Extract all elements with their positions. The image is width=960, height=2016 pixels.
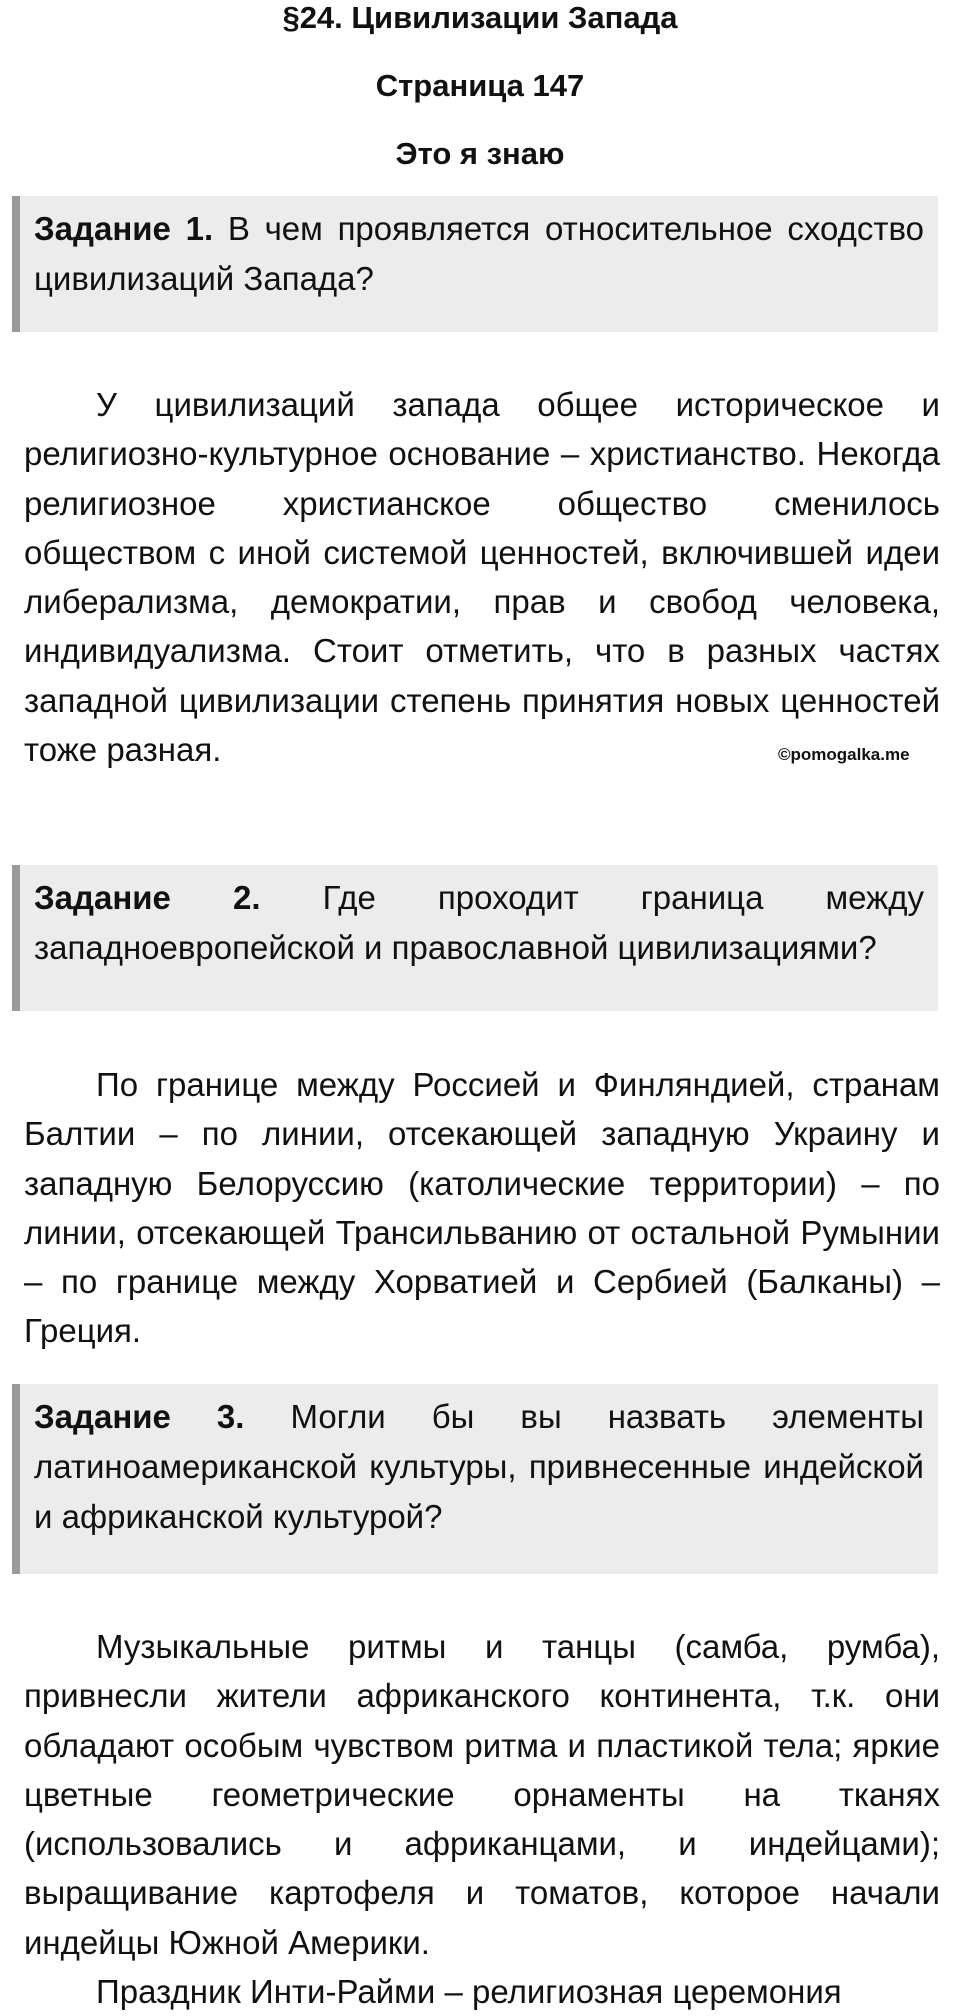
task-3-label: Задание 3. (34, 1398, 291, 1435)
task-1-answer-paragraph: У цивилизаций запада общее историческое и религиозно-культурное основание – христианство. Некогда религиозное христианское общество сменилось обществом с иной системой ценностей, включившей идеи либерализма, демократии, прав и свобод человека, индивидуализма. Стоит отметить, что в разных частях западной цивилизации степень принятия новых ценностей тоже разная. (24, 386, 940, 769)
task-2-question: Где проходит граница между западноевропейской и православной цивилизациями? (34, 879, 924, 966)
subsection-title: Это я знаю (395, 136, 565, 171)
section-title: §24. Цивилизации Запада (282, 0, 678, 35)
task-3-answer-paragraph-2: Праздник Инти-Райми – религиозная церемония (96, 1973, 842, 2011)
task-3-box (12, 1384, 938, 1574)
task-1-answer (24, 380, 940, 774)
task-3-answer (24, 1622, 940, 2016)
page-title: Страница 147 (375, 68, 585, 103)
task-2-answer-paragraph: По границе между Россией и Финляндией, странам Балтии – по линии, отсекающей западную Украину и западную Белоруссию (католические территории) – по линии, отсекающей Трансильванию от остальной Румынии – по границе между Хорватией и Сербией (Балканы) – Греция. (24, 1066, 940, 1350)
task-3-question: Могли бы вы назвать элементы латиноамериканской культуры, привнесенные индейской и африканской культурой? (34, 1398, 924, 1535)
task-2-label: Задание 2. (34, 879, 323, 916)
task-2-answer (24, 1060, 940, 1356)
task-1-box (12, 196, 938, 332)
task-1-label: Задание 1. (34, 210, 228, 247)
task-2-box (12, 865, 938, 1011)
task-3-answer-paragraph-1: Музыкальные ритмы и танцы (самба, румба), привнесли жители африканского континента, т.к. они обладают особым чувством ритма и пластикой тела; яркие цветные геометрические орнаменты на тканях (использовались и африканцами, и индейцами); выращивание картофеля и томатов, которое начали индейцы Южной Америки. (24, 1628, 940, 1961)
task-1-question: В чем проявляется относительное сходство цивилизаций Запада? (34, 210, 924, 297)
watermark: ©pomogalka.me (778, 745, 910, 764)
